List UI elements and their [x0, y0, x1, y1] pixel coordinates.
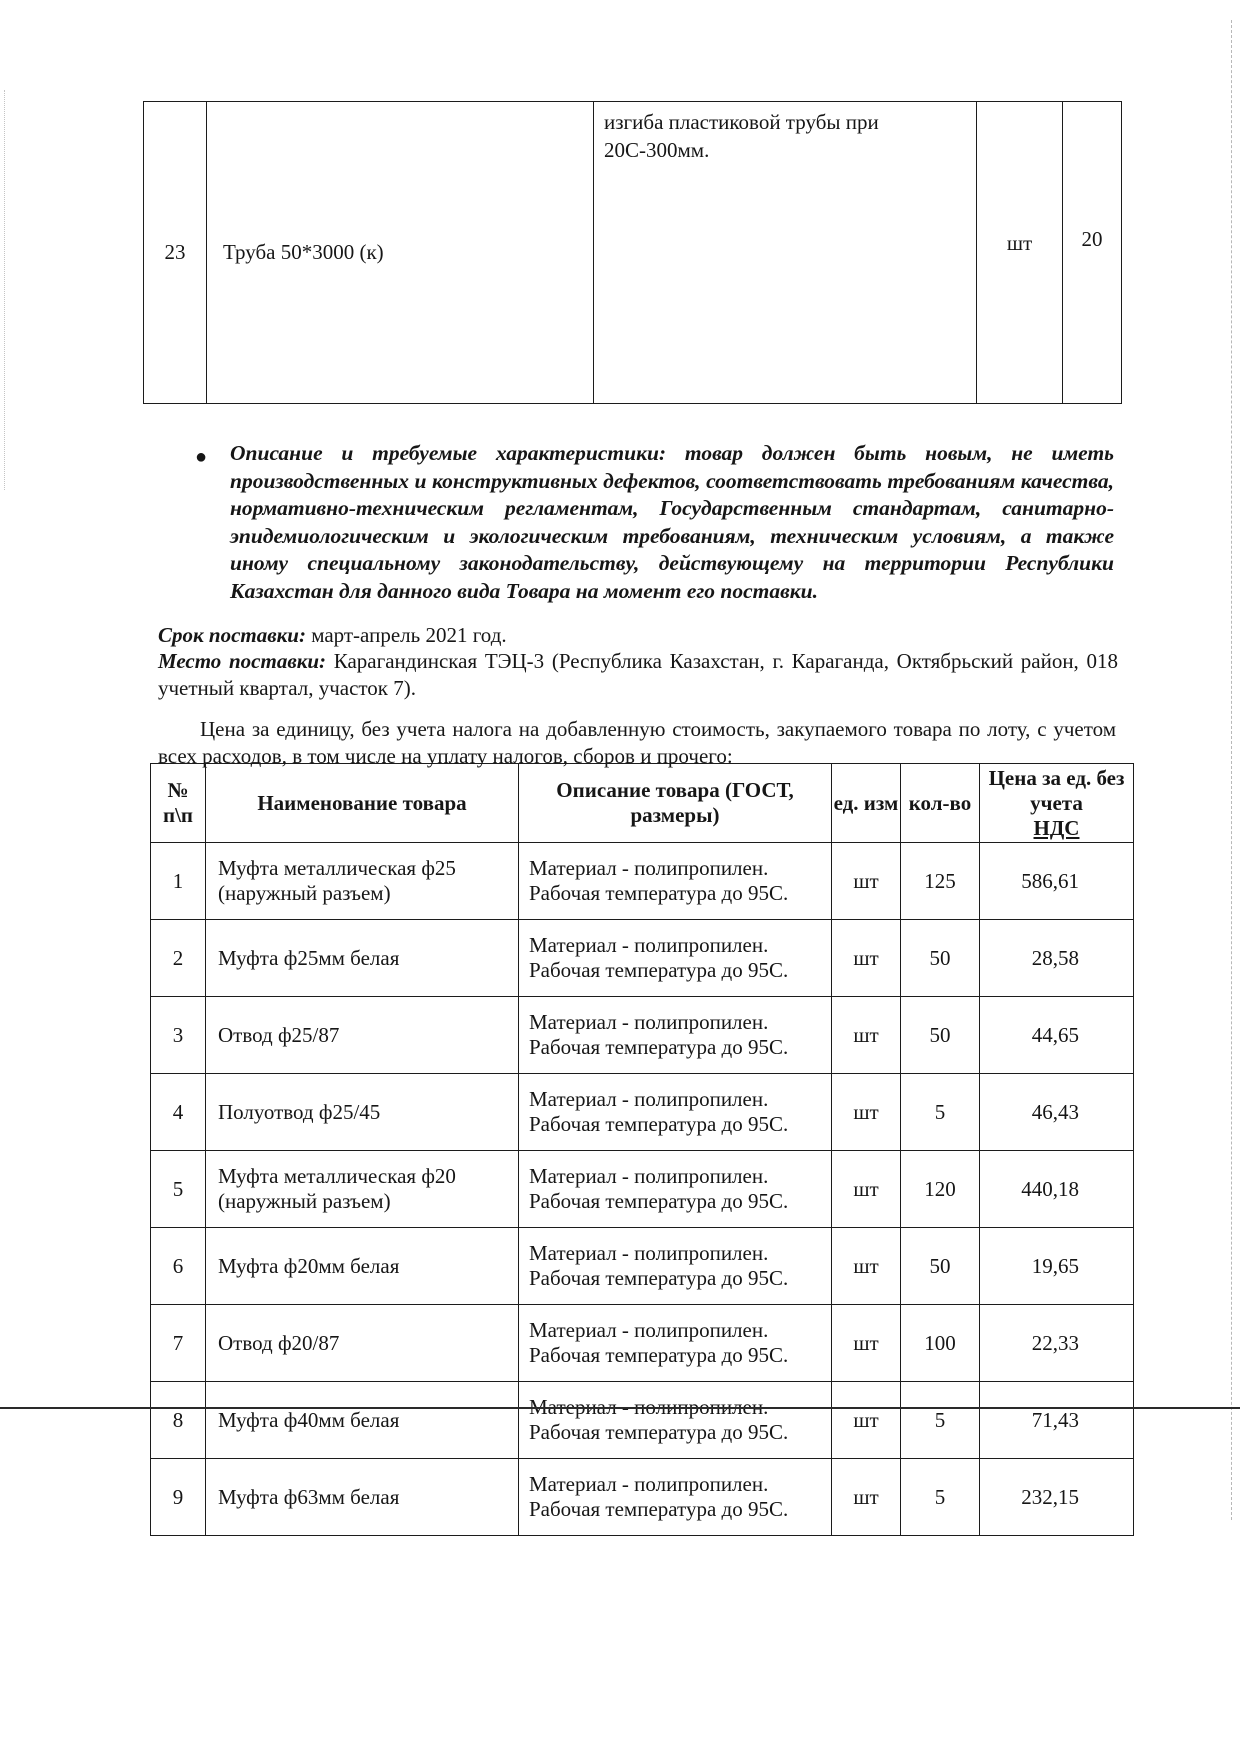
item-price: 71,43 — [980, 1382, 1134, 1459]
delivery-place-label: Место поставки: — [158, 649, 327, 673]
item-unit: шт — [832, 1074, 901, 1151]
price-table — [150, 763, 1134, 1536]
item-quantity: 5 — [901, 1382, 980, 1459]
item-unit: шт — [832, 997, 901, 1074]
delivery-place — [158, 648, 1118, 702]
page-break-line — [0, 1407, 1240, 1409]
delivery-time-value: март-апрель 2021 год. — [311, 623, 507, 647]
header-price-vat: НДС — [1033, 815, 1080, 840]
delivery-time-label: Срок поставки: — [158, 623, 306, 647]
table-row — [151, 1459, 1134, 1536]
row-number: 8 — [151, 1382, 206, 1459]
row-number: 23 — [144, 102, 207, 404]
row-number: 7 — [151, 1305, 206, 1382]
item-name: Муфта ф63мм белая — [206, 1459, 519, 1536]
requirements-text: товар должен быть новым, не иметь производственных и конструктивных дефектов, соответствовать требованиям качества, нормативно-техническим регламентам, Государственным стандартам, санитарно-эпидемиологическим и экологическим требованиям, техническим условиям, а также иному специальному законодательству, действующему на территории Республики Казахстан для данного вида Товара на момент его поставки. — [230, 441, 1114, 603]
item-unit: шт — [977, 102, 1063, 404]
item-description: Материал - полипропилен. Рабочая температура до 95С. — [519, 843, 832, 920]
item-unit: шт — [832, 1459, 901, 1536]
bullet-icon: ● — [195, 446, 208, 468]
table-row — [151, 1151, 1134, 1228]
item-name: Муфта металлическая ф20 (наружный разъем) — [206, 1151, 519, 1228]
item-name: Отвод ф25/87 — [206, 997, 519, 1074]
description-line: 20С-300мм. — [604, 138, 710, 162]
item-unit: шт — [832, 1151, 901, 1228]
header-quantity: кол-во — [901, 764, 980, 843]
description-line: изгиба пластиковой трубы при — [604, 110, 879, 134]
table-row — [151, 843, 1134, 920]
requirements-label: Описание и требуемые характеристики: — [230, 441, 667, 465]
price-table-body — [151, 843, 1134, 1536]
item-description: Материал - полипропилен. Рабочая температура до 95С. — [519, 1305, 832, 1382]
item-name: Муфта ф25мм белая — [206, 920, 519, 997]
item-name: Муфта металлическая ф25 (наружный разъем) — [206, 843, 519, 920]
item-quantity: 50 — [901, 997, 980, 1074]
item-description: Материал - полипропилен. Рабочая температура до 95С. — [519, 1151, 832, 1228]
delivery-time — [158, 622, 1118, 649]
requirements-bullet — [196, 440, 1114, 605]
item-price: 440,18 — [980, 1151, 1134, 1228]
item-price: 19,65 — [980, 1228, 1134, 1305]
header-number: № п\п — [151, 764, 206, 843]
delivery-place-value: Карагандинская ТЭЦ-3 (Республика Казахстан, г. Караганда, Октябрьский район, 018 учетный квартал, участок 7). — [158, 649, 1118, 700]
requirements-paragraph — [230, 440, 1114, 605]
item-quantity: 5 — [901, 1459, 980, 1536]
header-price — [980, 764, 1134, 843]
item-price: 28,58 — [980, 920, 1134, 997]
table-row — [151, 1228, 1134, 1305]
item-name: Отвод ф20/87 — [206, 1305, 519, 1382]
item-price: 44,65 — [980, 997, 1134, 1074]
header-unit: ед. изм — [832, 764, 901, 843]
item-description — [594, 102, 977, 404]
row-number: 6 — [151, 1228, 206, 1305]
table-row — [151, 1382, 1134, 1459]
item-unit: шт — [832, 1228, 901, 1305]
table-row — [151, 920, 1134, 997]
row-number: 9 — [151, 1459, 206, 1536]
item-quantity: 20 — [1063, 102, 1122, 404]
item-unit: шт — [832, 843, 901, 920]
price-intro-paragraph: Цена за единицу, без учета налога на добавленную стоимость, закупаемого товара по лоту, с учетом всех расходов, в том числе на уплату налогов, сборов и прочего: — [158, 717, 1116, 768]
item-quantity: 5 — [901, 1074, 980, 1151]
item-description: Материал - полипропилен. Рабочая температура до 95С. — [519, 1459, 832, 1536]
item-unit: шт — [832, 1305, 901, 1382]
item-quantity: 125 — [901, 843, 980, 920]
scan-edge-left — [4, 90, 5, 490]
continued-items-table — [143, 101, 1122, 404]
item-description: Материал - полипропилен. Рабочая температура до 95С. — [519, 920, 832, 997]
table-row — [151, 1305, 1134, 1382]
table-row — [151, 997, 1134, 1074]
item-price: 22,33 — [980, 1305, 1134, 1382]
item-quantity: 50 — [901, 920, 980, 997]
item-description: Материал - полипропилен. Рабочая температура до 95С. — [519, 1228, 832, 1305]
item-price: 46,43 — [980, 1074, 1134, 1151]
item-description: Материал - полипропилен. Рабочая температура до 95С. — [519, 1382, 832, 1459]
row-number: 3 — [151, 997, 206, 1074]
item-name: Труба 50*3000 (к) — [207, 102, 594, 404]
header-name: Наименование товара — [206, 764, 519, 843]
item-quantity: 100 — [901, 1305, 980, 1382]
item-unit: шт — [832, 1382, 901, 1459]
row-number: 5 — [151, 1151, 206, 1228]
item-description: Материал - полипропилен. Рабочая температура до 95С. — [519, 1074, 832, 1151]
header-price-line: Цена за ед. без учета — [988, 765, 1125, 815]
item-quantity: 120 — [901, 1151, 980, 1228]
item-unit: шт — [832, 920, 901, 997]
table-header-row — [151, 764, 1134, 843]
table-row — [151, 1074, 1134, 1151]
table-row — [144, 102, 1122, 404]
item-name: Муфта ф40мм белая — [206, 1382, 519, 1459]
item-description: Материал - полипропилен. Рабочая температура до 95С. — [519, 997, 832, 1074]
item-quantity: 50 — [901, 1228, 980, 1305]
item-name: Полуотвод ф25/45 — [206, 1074, 519, 1151]
header-description: Описание товара (ГОСТ, размеры) — [519, 764, 832, 843]
item-name: Муфта ф20мм белая — [206, 1228, 519, 1305]
row-number: 2 — [151, 920, 206, 997]
item-price: 232,15 — [980, 1459, 1134, 1536]
item-price: 586,61 — [980, 843, 1134, 920]
row-number: 1 — [151, 843, 206, 920]
row-number: 4 — [151, 1074, 206, 1151]
scan-edge-right — [1231, 20, 1232, 1520]
